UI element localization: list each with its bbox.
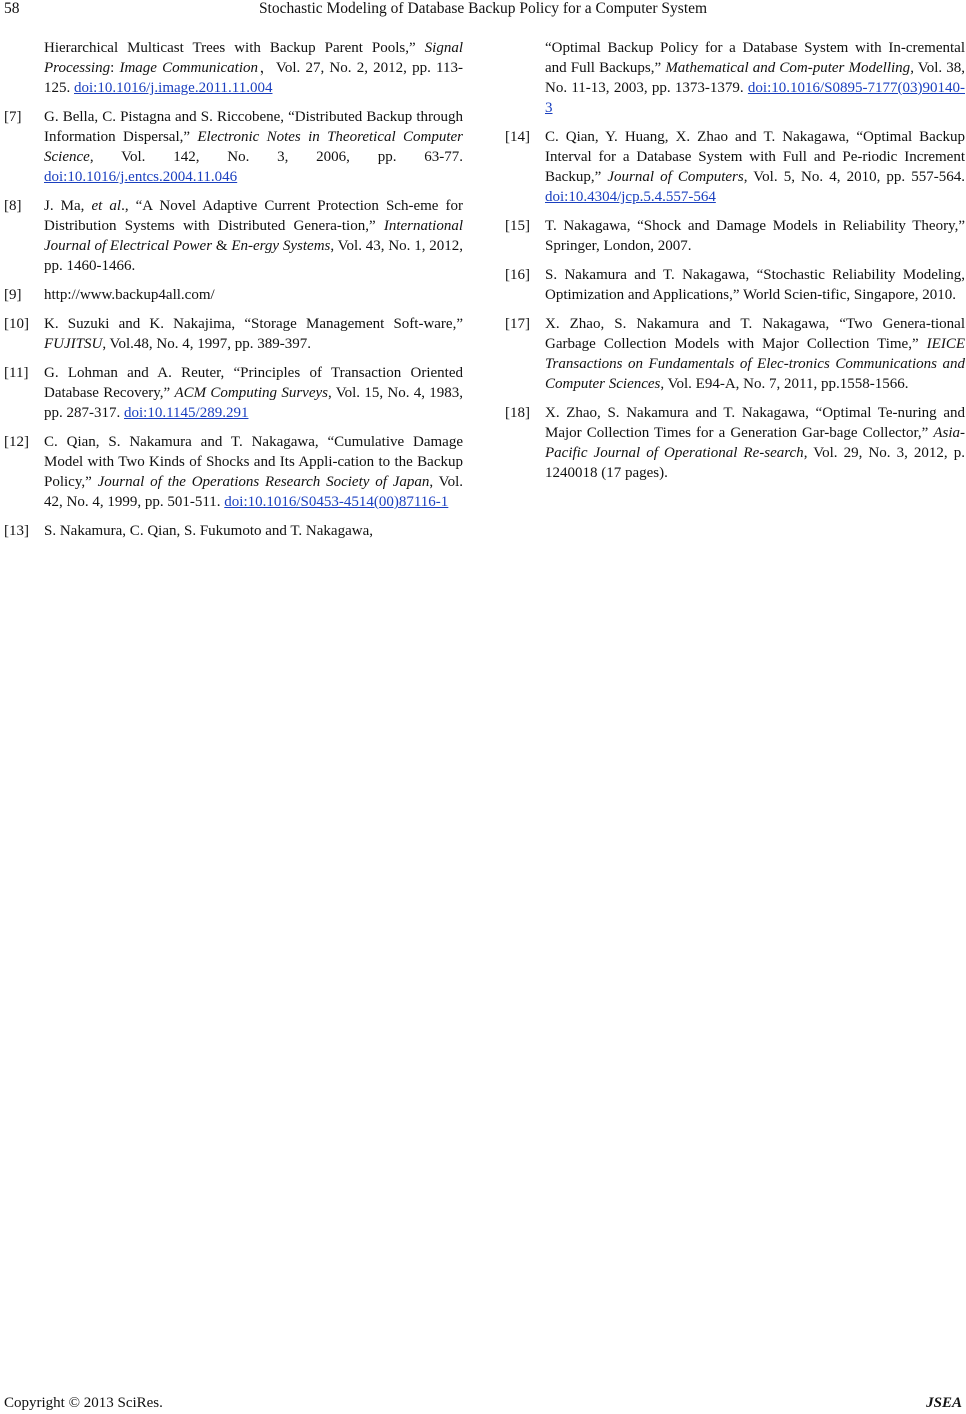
italic-title: et al	[91, 198, 122, 214]
reference-entry	[4, 196, 463, 276]
reference-number: [11]	[4, 365, 29, 381]
running-title: Stochastic Modeling of Database Backup Policy for a Computer System	[258, 0, 708, 17]
italic-title: Image Communication	[119, 60, 259, 76]
reference-segment: ., “A Novel Adaptive Current Protection Sch-eme for Distribution Systems with Distributed Genera-tion,”	[44, 198, 463, 234]
copyright-notice: Copyright © 2013 SciRes.	[4, 1395, 163, 1411]
reference-segment: J. Ma,	[44, 198, 92, 214]
reference-continuation	[505, 38, 965, 118]
reference-segment: , Vol. 5, No. 4, 2010, pp. 557-564.	[743, 169, 966, 185]
reference-number: [12]	[4, 434, 29, 450]
reference-segment: X. Zhao, S. Nakamura and T. Nakagawa, “Optimal Te-nuring and Major Collection Times for a Generation Gar-bage Collector,”	[545, 405, 965, 441]
italic-title: Asia-Pacific Journal of Operational Re-search	[545, 425, 965, 461]
reference-segment: G. Bella, C. Pistagna and S. Riccobene, “Distributed Backup through Information Dispersal,”	[44, 109, 463, 145]
references-left-column	[4, 38, 463, 550]
reference-number: [18]	[505, 405, 530, 421]
reference-number: [13]	[4, 523, 29, 539]
reference-segment: &	[212, 238, 232, 254]
reference-text	[545, 403, 965, 483]
reference-entry	[4, 521, 463, 541]
reference-segment: C. Qian, Y. Huang, X. Zhao and T. Nakagawa, “Optimal Backup Interval for a Database System with Full and Pe-riodic Increment Backup,”	[545, 129, 965, 185]
reference-segment: :	[110, 60, 120, 76]
page-footer	[0, 1394, 966, 1414]
reference-entry	[505, 314, 965, 394]
reference-text	[44, 196, 463, 276]
doi-link[interactable]: doi:10.1016/j.entcs.2004.11.046	[44, 169, 238, 185]
reference-segment: , Vol. E94-A, No. 7, 2011, pp.1558-1566.	[660, 376, 909, 392]
reference-text	[44, 38, 463, 98]
reference-number: [9]	[4, 287, 22, 303]
reference-number: [7]	[4, 109, 22, 125]
reference-segment: S. Nakamura and T. Nakagawa, “Stochastic Reliability Modeling, Optimization and Applications,” World Scien-tific, Singapore, 2010.	[545, 267, 965, 303]
reference-segment: , Vol. 43, No. 1, 2012, pp. 1460-1466.	[44, 238, 464, 274]
italic-title: FUJITSU	[44, 336, 103, 352]
reference-number: [8]	[4, 198, 22, 214]
reference-text	[44, 521, 463, 541]
reference-text	[545, 216, 965, 256]
reference-number: [14]	[505, 129, 530, 145]
reference-entry	[4, 363, 463, 423]
reference-number	[4, 38, 44, 98]
reference-number: [16]	[505, 267, 530, 283]
italic-title: En-ergy Systems	[231, 238, 331, 254]
reference-number: [10]	[4, 316, 29, 332]
italic-title: IEICE Transactions on Fundamentals of Elec-tronics Communications and Computer Sciences	[545, 336, 965, 392]
reference-entry	[505, 265, 965, 305]
reference-entry	[4, 107, 463, 187]
reference-segment: K. Suzuki and K. Nakajima, “Storage Management Soft-ware,”	[44, 316, 463, 332]
italic-title: Electronic Notes in Theoretical Computer Science	[44, 129, 463, 165]
reference-text	[545, 265, 965, 305]
italic-title: ACM Computing Surveys	[174, 385, 328, 401]
reference-entry	[4, 285, 463, 305]
reference-text	[44, 432, 463, 512]
reference-entry	[4, 432, 463, 512]
doi-link[interactable]: doi:10.1145/289.291	[124, 405, 249, 421]
reference-segment: , Vol. 15, No. 4, 1983, pp. 287-317.	[44, 385, 464, 421]
reference-number: [15]	[505, 218, 530, 234]
reference-segment: Hierarchical Multicast Trees with Backup Parent Pools,”	[44, 40, 425, 56]
reference-segment: C. Qian, S. Nakamura and T. Nakagawa, “Cumulative Damage Model with Two Kinds of Shocks and Its Appli-cation to the Backup Policy,”	[44, 434, 463, 490]
reference-segment: ，Vol. 27, No. 2, 2012, pp. 113-125.	[44, 60, 463, 96]
italic-title: Mathematical and Com-puter Modelling	[665, 60, 911, 76]
reference-continuation	[4, 38, 463, 98]
reference-entry	[505, 403, 965, 483]
reference-segment: , Vol. 42, No. 4, 1999, pp. 501-511.	[44, 474, 463, 510]
doi-link[interactable]: doi:10.1016/j.image.2011.11.004	[74, 80, 273, 96]
references-right-column	[505, 38, 965, 492]
italic-title: International Journal of Electrical Power	[44, 218, 463, 254]
doi-link[interactable]: doi:10.4304/jcp.5.4.557-564	[545, 189, 716, 205]
reference-entry	[505, 216, 965, 256]
reference-text	[44, 107, 463, 187]
reference-number: [17]	[505, 316, 530, 332]
reference-segment: S. Nakamura, C. Qian, S. Fukumoto and T. Nakagawa,	[44, 523, 373, 539]
reference-segment: http://www.backup4all.com/	[44, 287, 215, 303]
doi-link[interactable]: doi:10.1016/S0453-4514(00)87116-1	[224, 494, 449, 510]
reference-entry	[4, 314, 463, 354]
italic-title: Journal of Computers	[607, 169, 744, 185]
reference-segment: T. Nakagawa, “Shock and Damage Models in Reliability Theory,” Springer, London, 2007.	[545, 218, 965, 254]
italic-title: Signal Processing	[44, 40, 463, 76]
journal-abbreviation: JSEA	[926, 1395, 962, 1411]
reference-text	[545, 314, 965, 394]
reference-segment: , Vol. 29, No. 3, 2012, p. 1240018 (17 pages).	[545, 445, 965, 481]
reference-segment: X. Zhao, S. Nakamura and T. Nakagawa, “Two Genera-tional Garbage Collection Models with Major Collection Time,”	[545, 316, 965, 352]
italic-title: Journal of the Operations Research Society of Japan	[97, 474, 430, 490]
reference-segment: , Vol. 142, No. 3, 2006, pp. 63-77.	[89, 149, 463, 165]
page-header	[0, 0, 966, 22]
reference-segment: G. Lohman and A. Reuter, “Principles of Transaction Oriented Database Recovery,”	[44, 365, 463, 401]
doi-link[interactable]: doi:10.1016/S0895-7177(03)90140-3	[545, 80, 965, 116]
reference-text	[545, 38, 965, 118]
reference-text	[44, 314, 463, 354]
reference-segment: , Vol. 38, No. 11-13, 2003, pp. 1373-1379.	[545, 60, 966, 96]
reference-entry	[505, 127, 965, 207]
reference-text	[44, 363, 463, 423]
page-number: 58	[4, 0, 20, 17]
reference-text	[44, 285, 463, 305]
reference-segment: “Optimal Backup Policy for a Database System with In-cremental and Full Backups,”	[545, 40, 965, 76]
reference-text	[545, 127, 965, 207]
reference-segment: , Vol.48, No. 4, 1997, pp. 389-397.	[102, 336, 311, 352]
reference-number	[505, 38, 545, 118]
